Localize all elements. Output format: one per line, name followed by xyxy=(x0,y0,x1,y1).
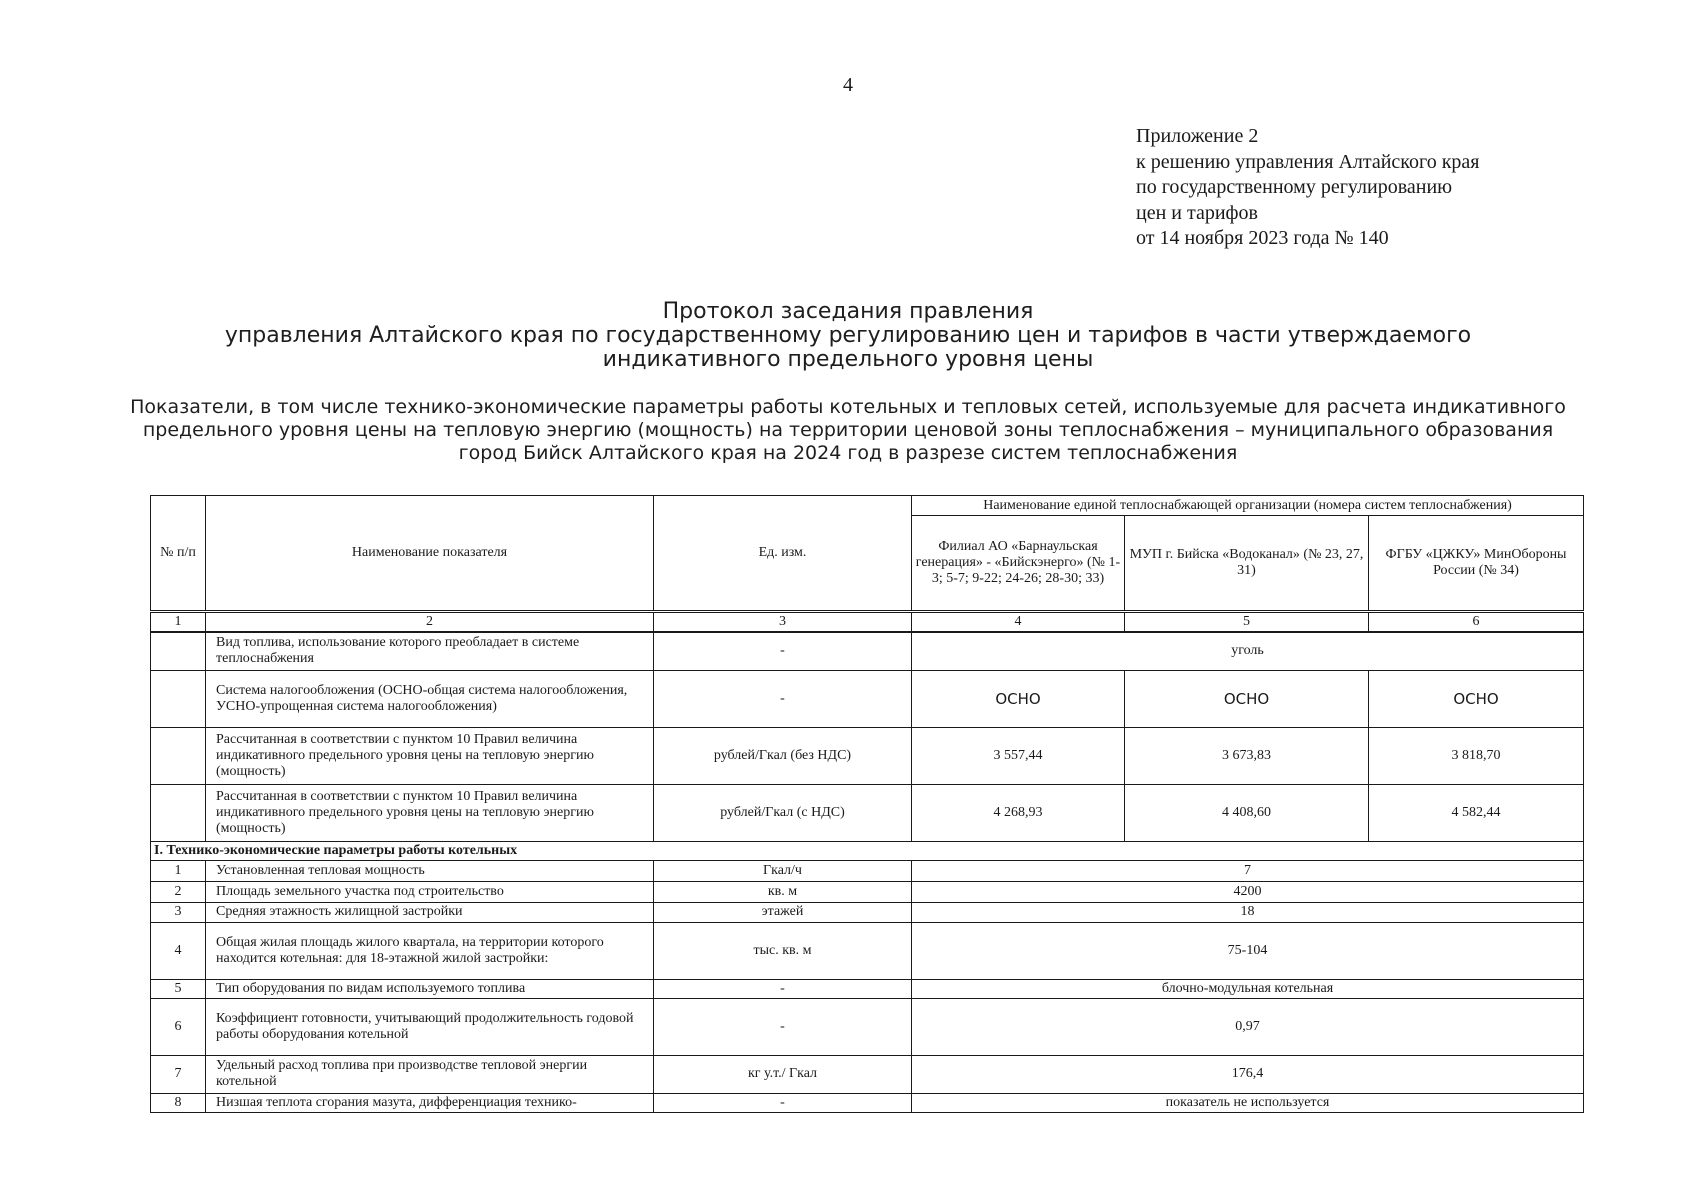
appendix-line: к решению управления Алтайского края xyxy=(1136,150,1480,173)
document-subtitle xyxy=(0,396,1696,465)
row-value: 4 408,60 xyxy=(1125,784,1369,841)
table-row xyxy=(151,1093,1584,1112)
appendix-block xyxy=(1136,124,1480,252)
subtitle-line: Показатели, в том числе технико-экономические параметры работы котельных и тепловых сетей, используемые для расчета индикативного xyxy=(130,396,1566,418)
row-name: Система налогообложения (ОСНО-общая система налогообложения, УСНО-упрощенная система налогообложения) xyxy=(206,670,654,727)
table-row xyxy=(151,881,1584,902)
table-header-row xyxy=(151,496,1584,516)
row-value: 4 268,93 xyxy=(912,784,1125,841)
row-value-merged: 0,97 xyxy=(912,998,1584,1055)
row-num: 6 xyxy=(151,998,206,1055)
row-name: Вид топлива, использование которого преобладает в системе теплоснабжения xyxy=(206,632,654,670)
row-name: Коэффициент готовности, учитывающий продолжительность годовой работы оборудования котельной xyxy=(206,998,654,1055)
row-num: 1 xyxy=(151,860,206,881)
table-row xyxy=(151,727,1584,784)
row-num xyxy=(151,727,206,784)
row-name: Средняя этажность жилищной застройки xyxy=(206,902,654,922)
subtitle-line: город Бийск Алтайского края на 2024 год в разрезе систем теплоснабжения xyxy=(458,442,1238,464)
row-unit: кв. м xyxy=(654,881,912,902)
row-unit: - xyxy=(654,670,912,727)
row-name: Рассчитанная в соответствии с пунктом 10 Правил величина индикативного предельного уровня цены на тепловую энергию (мощность) xyxy=(206,784,654,841)
row-name: Удельный расход топлива при производстве тепловой энергии котельной xyxy=(206,1055,654,1093)
row-value: 3 818,70 xyxy=(1369,727,1584,784)
section-title: I. Технико-экономические параметры работы котельных xyxy=(151,841,1584,860)
header-unit: Ед. изм. xyxy=(654,496,912,612)
row-unit: - xyxy=(654,998,912,1055)
row-num xyxy=(151,632,206,670)
row-name: Общая жилая площадь жилого квартала, на территории которого находится котельная: для 18-этажной жилой застройки: xyxy=(206,922,654,979)
row-value-merged: 7 xyxy=(912,860,1584,881)
page-number: 4 xyxy=(843,74,853,96)
table-row xyxy=(151,979,1584,998)
header-org2: МУП г. Бийска «Водоканал» (№ 23, 27, 31) xyxy=(1125,516,1369,612)
row-value-merged: уголь xyxy=(912,632,1584,670)
column-number: 2 xyxy=(206,612,654,633)
row-value: 3 557,44 xyxy=(912,727,1125,784)
table-row xyxy=(151,902,1584,922)
header-name: Наименование показателя xyxy=(206,496,654,612)
row-value: ОСНО xyxy=(1369,670,1584,727)
row-name: Низшая теплота сгорания мазута, дифференциация технико- xyxy=(206,1093,654,1112)
row-num: 3 xyxy=(151,902,206,922)
row-name: Тип оборудования по видам используемого топлива xyxy=(206,979,654,998)
header-num: № п/п xyxy=(151,496,206,612)
document-title xyxy=(0,300,1696,372)
column-number: 6 xyxy=(1369,612,1584,633)
row-unit: тыс. кв. м xyxy=(654,922,912,979)
row-name: Площадь земельного участка под строительство xyxy=(206,881,654,902)
row-unit: - xyxy=(654,979,912,998)
appendix-line: от 14 ноября 2023 года № 140 xyxy=(1136,227,1389,249)
appendix-line: Приложение 2 xyxy=(1136,125,1259,147)
column-number: 3 xyxy=(654,612,912,633)
row-value-merged: 18 xyxy=(912,902,1584,922)
row-name: Рассчитанная в соответствии с пунктом 10 Правил величина индикативного предельного уровня цены на тепловую энергию (мощность) xyxy=(206,727,654,784)
table-row xyxy=(151,1055,1584,1093)
row-unit: - xyxy=(654,1093,912,1112)
table-row xyxy=(151,784,1584,841)
table-row xyxy=(151,632,1584,670)
row-value-merged: 176,4 xyxy=(912,1055,1584,1093)
section-row xyxy=(151,841,1584,860)
header-org1: Филиал АО «Барнаульская генерация» - «Бийскэнерго» (№ 1-3; 5-7; 9-22; 24-26; 28-30; 33) xyxy=(912,516,1125,612)
row-unit: кг у.т./ Гкал xyxy=(654,1055,912,1093)
row-value: 3 673,83 xyxy=(1125,727,1369,784)
row-num: 5 xyxy=(151,979,206,998)
row-unit: рублей/Гкал (с НДС) xyxy=(654,784,912,841)
row-value: ОСНО xyxy=(1125,670,1369,727)
column-numbers-row xyxy=(151,612,1584,633)
table-row xyxy=(151,998,1584,1055)
header-org-group: Наименование единой теплоснабжающей организации (номера систем теплоснабжения) xyxy=(912,496,1584,516)
row-num: 8 xyxy=(151,1093,206,1112)
row-value-merged: 75-104 xyxy=(912,922,1584,979)
row-value: 4 582,44 xyxy=(1369,784,1584,841)
header-org3: ФГБУ «ЦЖКУ» МинОбороны России (№ 34) xyxy=(1369,516,1584,612)
row-num xyxy=(151,670,206,727)
row-value-merged: 4200 xyxy=(912,881,1584,902)
subtitle-line: предельного уровня цены на тепловую энергию (мощность) на территории ценовой зоны теплоснабжения – муниципального образования xyxy=(142,419,1554,441)
row-value-merged: показатель не используется xyxy=(912,1093,1584,1112)
title-line: Протокол заседания правления xyxy=(662,299,1034,324)
row-num: 7 xyxy=(151,1055,206,1093)
row-unit: - xyxy=(654,632,912,670)
table-row xyxy=(151,922,1584,979)
row-name: Установленная тепловая мощность xyxy=(206,860,654,881)
column-number: 1 xyxy=(151,612,206,633)
parameters-table xyxy=(150,495,1584,1113)
row-num: 2 xyxy=(151,881,206,902)
row-num: 4 xyxy=(151,922,206,979)
table-row xyxy=(151,860,1584,881)
column-number: 5 xyxy=(1125,612,1369,633)
row-unit: Гкал/ч xyxy=(654,860,912,881)
appendix-line: по государственному регулированию xyxy=(1136,176,1453,198)
row-value-merged: блочно-модульная котельная xyxy=(912,979,1584,998)
title-line: управления Алтайского края по государственному регулированию цен и тарифов в части утверждаемого xyxy=(224,323,1472,348)
appendix-line: цен и тарифов xyxy=(1136,201,1258,224)
row-num xyxy=(151,784,206,841)
table-row xyxy=(151,670,1584,727)
row-value: ОСНО xyxy=(912,670,1125,727)
row-unit: рублей/Гкал (без НДС) xyxy=(654,727,912,784)
column-number: 4 xyxy=(912,612,1125,633)
row-unit: этажей xyxy=(654,902,912,922)
title-line: индикативного предельного уровня цены xyxy=(602,347,1094,372)
